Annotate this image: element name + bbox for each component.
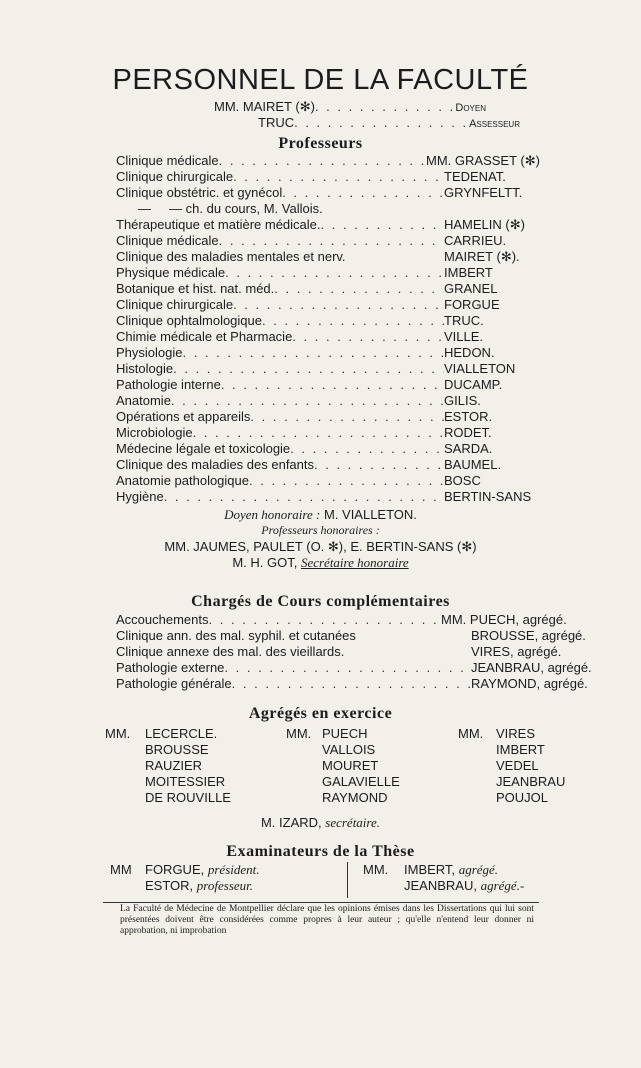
examinateur-line: MM FORGUE, président. (110, 862, 260, 877)
examinateurs-heading: Examinateurs de la Thèse (226, 843, 415, 860)
agrege-name: PUECH (322, 726, 368, 741)
agrege-name: MOURET (322, 758, 379, 773)
agrege-name: VIRES (496, 726, 536, 741)
agrege-name: MOITESSIER (145, 774, 226, 789)
agreges-column-3: MM. VIRES IMBERT VEDEL JEANBRAU POUJOL (458, 726, 566, 805)
doyen-honoraire-name: M. VIALLETON. (323, 507, 417, 522)
faculty-disclaimer: La Faculté de Médecine de Montpellier déclare que les opinions émises dans les Dissertations qui lui sont présentées doivent être considérées comme propres à leur auteur ; qu'elle n'entend leur donner ni approbation, ni improbation (120, 904, 534, 936)
agreges-heading: Agrégés en exercice (248, 705, 393, 722)
prof-row: Thérapeutique et matière médicale. . . . HAMELIN (✻) (116, 217, 566, 233)
examinateur-line: ESTOR, professeur. (145, 878, 254, 893)
agrege-name: RAYMOND (322, 790, 388, 805)
assesseur-role: Assesseur (469, 118, 520, 130)
charge-row: Pathologie externe . . . JEANBRAU, agrégé. (116, 660, 609, 675)
assesseur-name: TRUC (258, 115, 295, 130)
prof-row: Clinique des maladies mentales et nerv. MAIRET (✻). (116, 249, 520, 264)
prof-row: Hygiène . . . BERTIN-SANS (116, 489, 566, 504)
agreges-secretaire-line (0, 815, 641, 831)
agrege-name: GALAVIELLE (322, 774, 400, 789)
prof-row: Anatomie . . . GILIS. (116, 393, 566, 408)
doyen-row (214, 99, 486, 115)
examinateur-line: MM. IMBERT, agrégé. (363, 862, 499, 877)
agrege-name: JEANBRAU (496, 774, 566, 789)
doyen-honoraire-label: Doyen honoraire : (224, 507, 321, 522)
prof-row: Anatomie pathologique . . . BOSC (116, 473, 566, 488)
secretaire-name: M. IZARD, (260, 815, 322, 830)
secretaire-honoraire-name: M. H. GOT, (232, 555, 298, 570)
prof-row: Médecine légale et toxicologie . . . SARDA. (116, 441, 566, 456)
prof-row: Clinique des maladies des enfants . . . BAUMEL. (116, 457, 566, 472)
agrege-name: BROUSSE (145, 742, 209, 757)
agrege-name: RAUZIER (145, 758, 203, 773)
prof-row: Clinique ophtalmologique . . . TRUC. (116, 313, 566, 328)
doyen-role: Doyen (455, 102, 486, 114)
examinateurs-left (110, 862, 260, 894)
charges-heading: Chargés de Cours complémentaires (191, 593, 450, 610)
prof-row: Clinique médicale . . . MM. GRASSET (✻) (116, 153, 566, 169)
page-title: PERSONNEL DE LA FACULTÉ (112, 64, 529, 96)
prof-row: Histologie . . . VIALLETON (116, 361, 566, 376)
note-rule (103, 902, 539, 903)
charge-row: Clinique ann. des mal. syphil. et cutanées BROUSSE, agrégé. (116, 628, 586, 643)
prof-row: Chimie médicale et Pharmacie . . . VILLE. (116, 329, 566, 344)
prof-row: Physique médicale . . . IMBERT (116, 265, 566, 280)
assesseur-row (258, 115, 520, 130)
prof-row: Clinique médicale . . . CARRIEU. (116, 233, 566, 248)
prof-row: Opérations et appareils . . . ESTOR. (116, 409, 566, 424)
agrege-name: DE ROUVILLE (145, 790, 231, 805)
prof-row: Botanique et hist. nat. méd. . . . GRANEL (116, 281, 566, 296)
examinateurs-right (363, 862, 524, 894)
doyen-name: MM. MAIRET (✻) (214, 99, 315, 114)
charge-row: Accouchements . . . MM. PUECH, agrégé. (116, 612, 609, 627)
secretaire-role: secrétaire. (325, 815, 381, 830)
agrege-name: POUJOL (496, 790, 549, 805)
examinateur-line: JEANBRAU, agrégé.- (404, 878, 525, 893)
prof-honoraires-names: MM. JAUMES, PAULET (O. ✻), E. BERTIN-SANS (✻) (164, 539, 477, 554)
prof-row: Clinique chirurgicale . . . TEDENAT. (116, 169, 566, 184)
prof-row: Pathologie interne . . . DUCAMP. (116, 377, 566, 392)
prof-row: — — ch. du cours, M. Vallois. (138, 201, 323, 216)
agrege-name: IMBERT (496, 742, 545, 757)
professeurs-heading: Professeurs (278, 135, 363, 152)
prof-row: Clinique obstétric. et gynécol . . . GRYNFELTT. (116, 185, 566, 200)
secretaire-honoraire-line (0, 555, 641, 571)
agrege-name: LECERCLE. (145, 726, 218, 741)
secretaire-honoraire-role: Secrétaire honoraire (300, 555, 409, 570)
agreges-column-1: MM. LECERCLE. BROUSSE RAUZIER MOITESSIER DE ROUVILLE (105, 726, 231, 805)
agreges-column-2: MM. PUECH VALLOIS MOURET GALAVIELLE RAYMOND (286, 726, 400, 805)
prof-row: Microbiologie . . . RODET. (116, 425, 566, 440)
agrege-name: VEDEL (496, 758, 539, 773)
agrege-name: VALLOIS (322, 742, 376, 757)
examinateurs-divider (347, 862, 348, 898)
prof-row: Clinique chirurgicale . . . FORGUE (116, 297, 566, 312)
prof-row: Physiologie . . . HEDON. (116, 345, 566, 360)
prof-honoraires-label: Professeurs honoraires : (261, 523, 380, 537)
charge-row: Clinique annexe des mal. des vieillards. VIRES, agrégé. (116, 644, 562, 659)
doyen-honoraire-line (0, 507, 641, 523)
charge-row: Pathologie générale . . . RAYMOND, agrégé. (116, 676, 609, 691)
